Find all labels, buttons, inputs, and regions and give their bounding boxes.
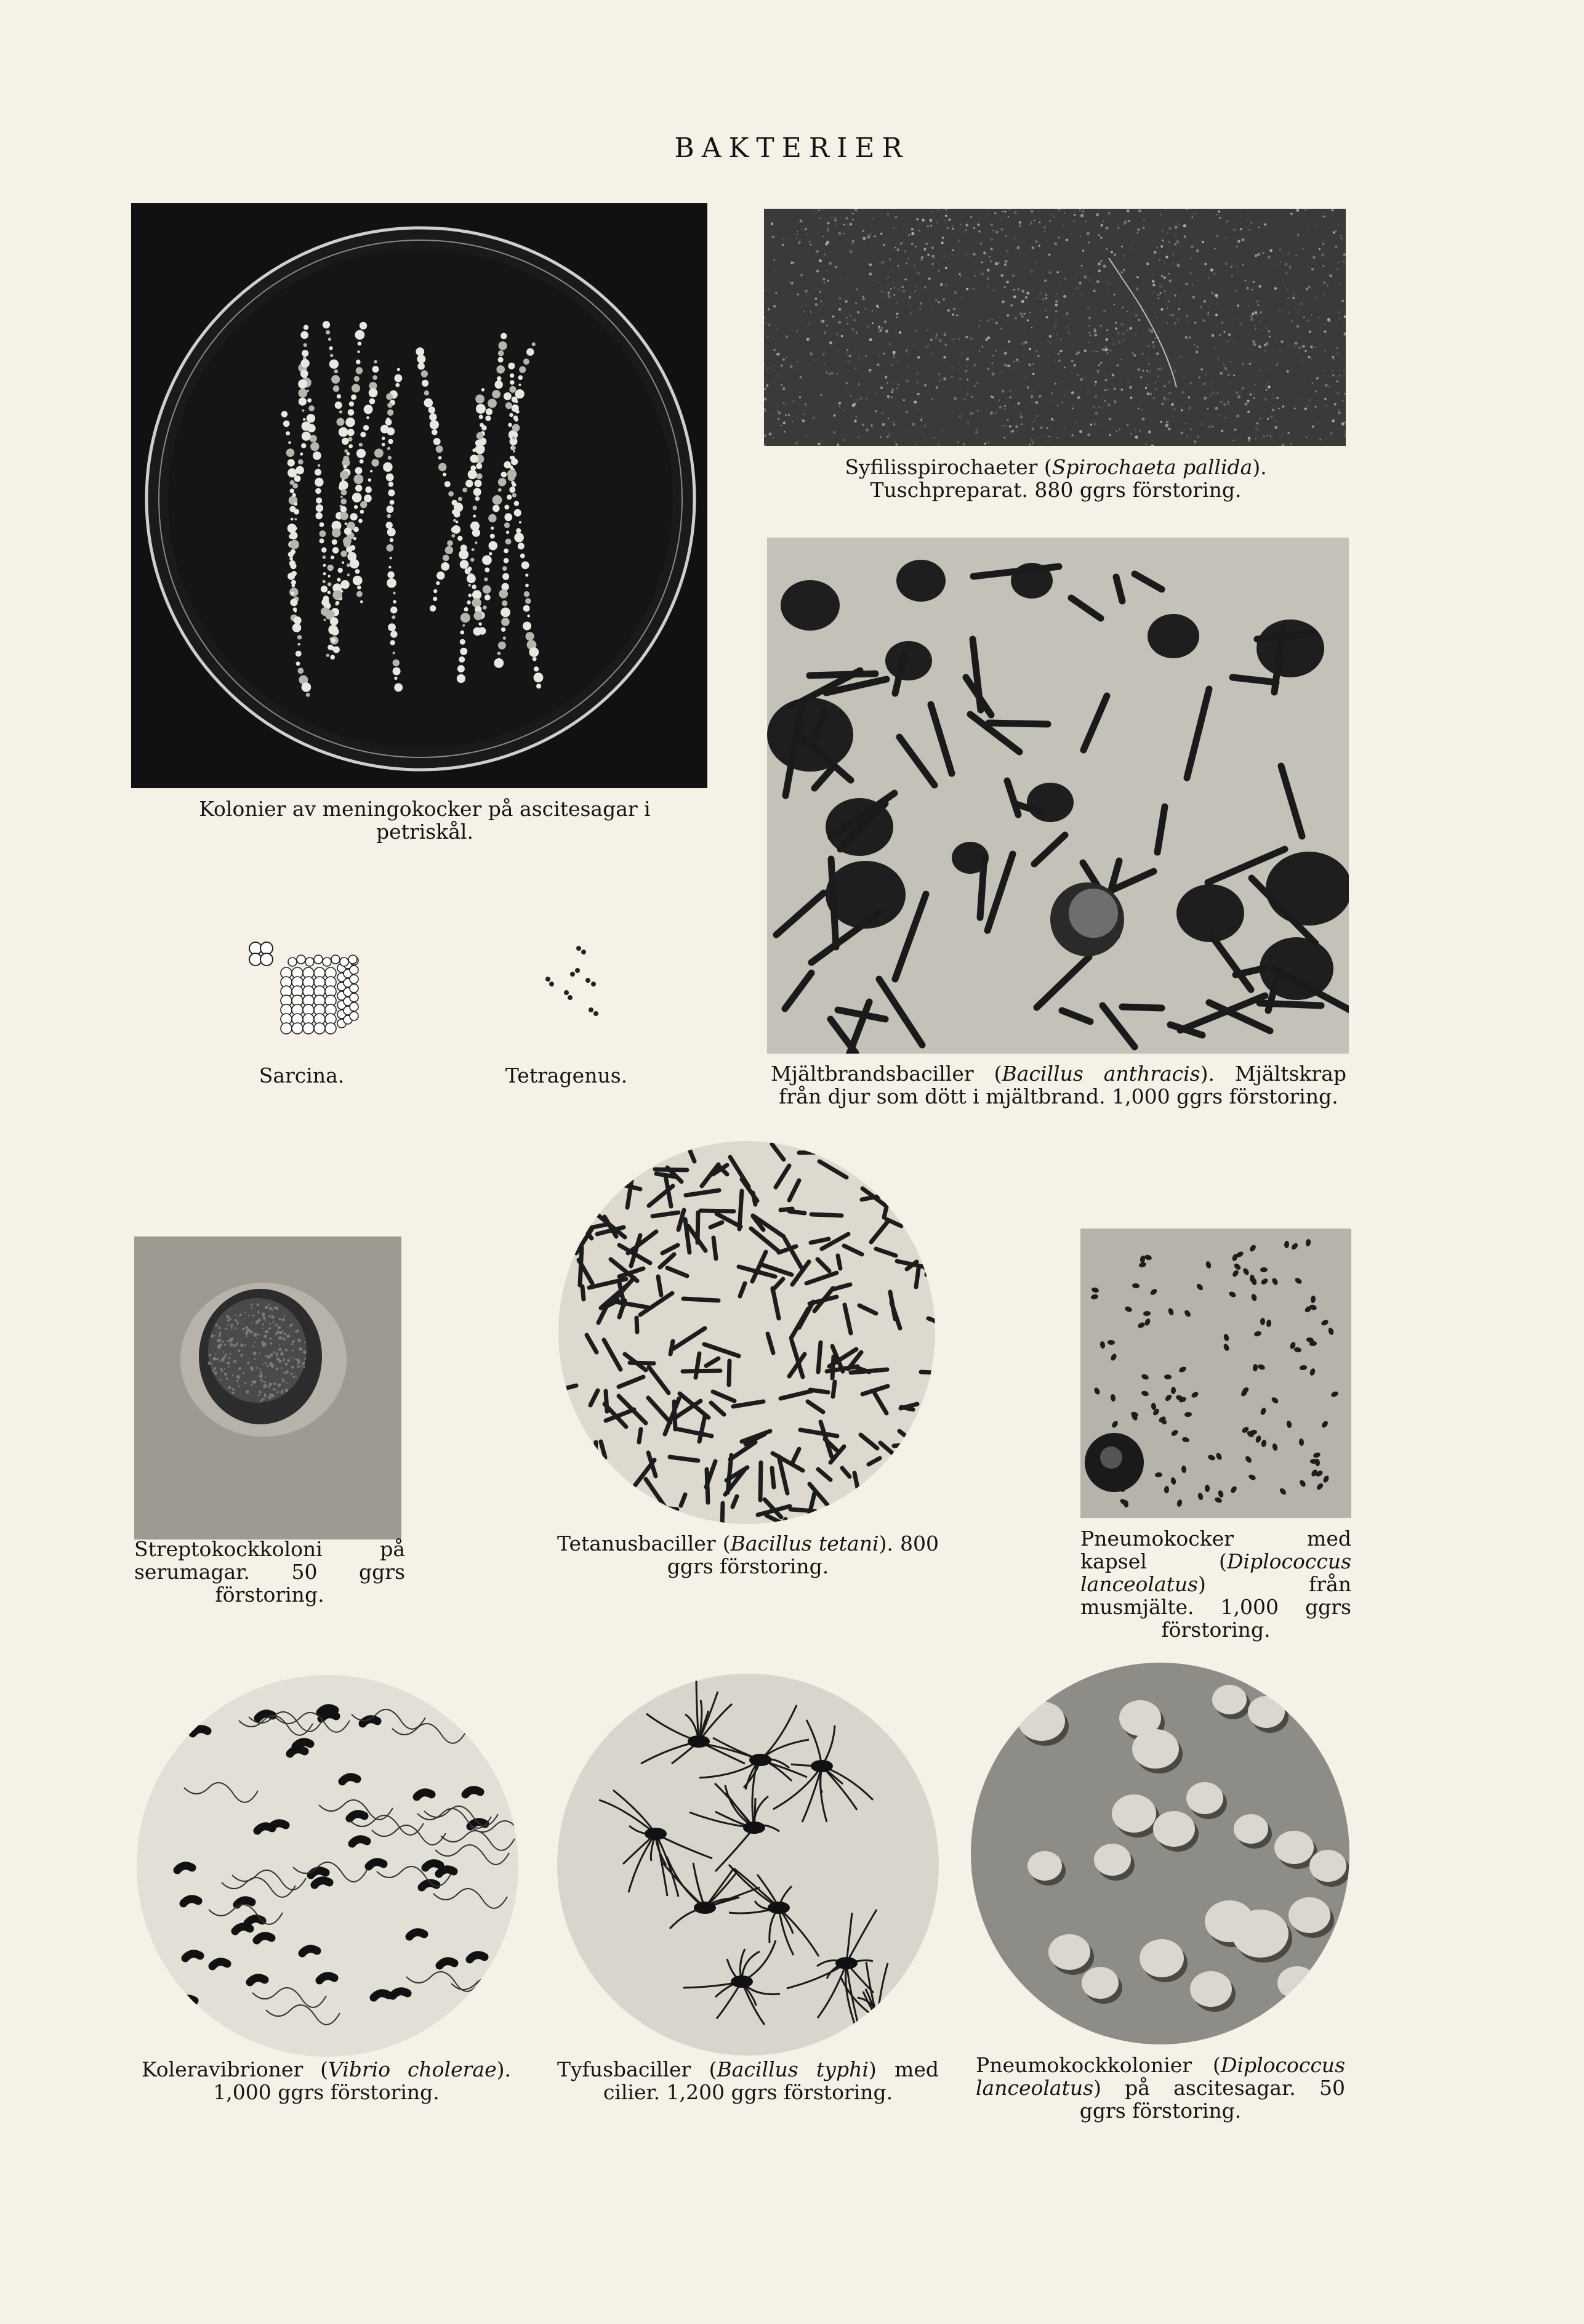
sarcina-drawing (243, 936, 366, 1041)
caption-pneumo: Pneumokocker med kapsel (Diplococcus lanceolatus) från musmjälte. 1,000 ggrs förstoring. (1080, 1527, 1351, 1642)
caption-tyfus: Tyfusbaciller (Bacillus typhi) med cilier. 1,200 ggrs förstoring. (557, 2057, 939, 2104)
anthrax-photo (767, 538, 1349, 1054)
caption-pneumokolonier: Pneumokockkolonier (Diplococcus lanceolatus) på ascitesagar. 50 ggrs förstoring. (976, 2053, 1345, 2123)
caption-tetanus: Tetanusbaciller (Bacillus tetani). 800 ggrs förstoring. (557, 1531, 939, 1578)
streptococcus-colony-photo (134, 1237, 401, 1539)
pneumococcus-colonies-photo (971, 1663, 1349, 2044)
caption-tetragenus: Tetragenus. (505, 1063, 628, 1087)
page-title: BAKTERIER (674, 132, 910, 164)
caption-spirochaeter: Syfilisspirochaeter (Spirochaeta pallida). Tuschpreparat. 880 ggrs förstoring. (845, 455, 1267, 502)
spirochaete-photo (764, 209, 1346, 446)
caption-meningokocker: Kolonier av meningokocker på ascitesagar i petriskål. (199, 797, 651, 844)
caption-streptokock: Streptokockkoloni på serumagar. 50 ggrs förstoring. (134, 1537, 405, 1607)
tetanus-photo (558, 1141, 935, 1524)
caption-sarcina: Sarcina. (259, 1063, 345, 1087)
tetragenus-drawing (529, 936, 616, 1028)
vibrio-photo (137, 1675, 518, 2057)
petri-dish-photo (131, 203, 707, 788)
caption-kolera: Koleravibrioner (Vibrio cholerae). 1,000 ggrs förstoring. (142, 2057, 511, 2104)
typhus-photo (557, 1674, 939, 2056)
pneumococci-capsule-photo (1080, 1229, 1351, 1518)
caption-mjaltbrand: Mjältbrandsbaciller (Bacillus anthracis). Mjältskrap från djur som dött i mjältbrand. 1,000 ggrs förstoring. (771, 1062, 1346, 1108)
